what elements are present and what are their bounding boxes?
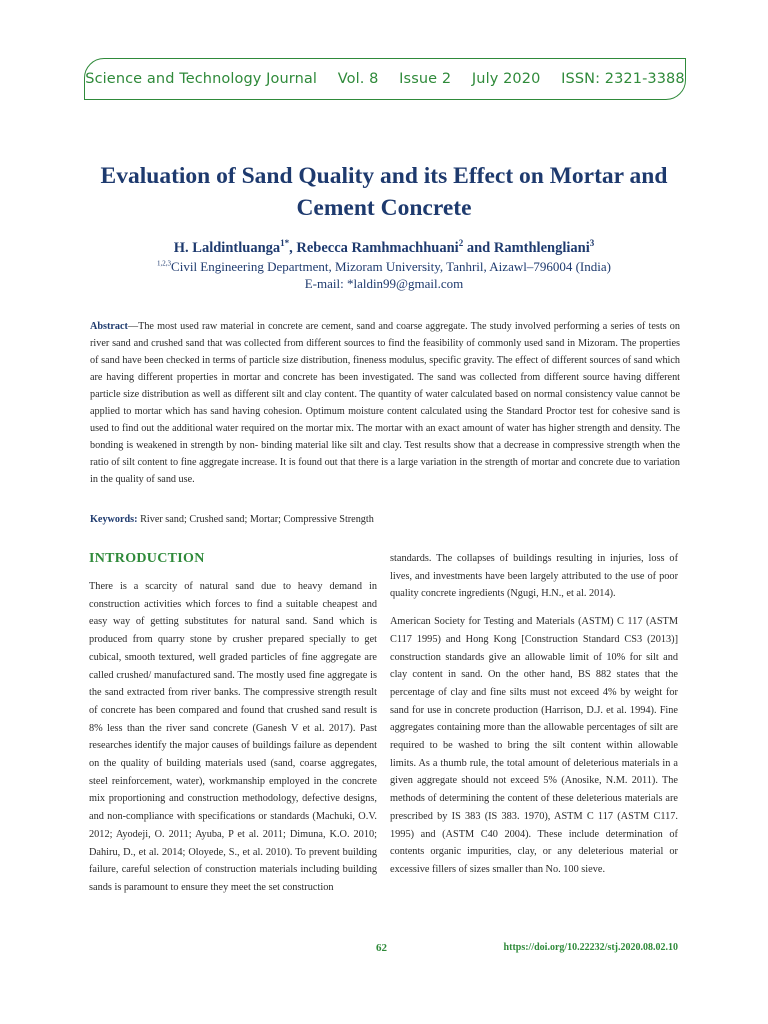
contact-email[interactable]: E-mail: *laldin99@gmail.com <box>304 276 464 291</box>
author-name: H. Laldintluanga <box>173 239 281 256</box>
keywords <box>90 514 680 525</box>
journal-issue: Issue 2 <box>399 71 452 87</box>
paragraph: standards. The collapses of buildings resulting in injuries, loss of lives, and investments have been largely attributed to the use of poor quality concrete ingredients (Ngugi, H.N., et al. 2014). <box>390 553 678 600</box>
affiliation <box>60 259 708 275</box>
abstract <box>90 318 680 488</box>
journal-volume: Vol. 8 <box>337 71 379 87</box>
affiliation-text: Civil Engineering Department, Mizoram University, Tanhril, Aizawl–796004 (India) <box>171 259 611 274</box>
doi-link[interactable]: https://doi.org/10.22232/stj.2020.08.02.10 <box>503 942 678 953</box>
abstract-text: —The most used raw material in concrete are cement, sand and coarse aggregate. The study involved performing a series of tests on river sand and crushed sand that was collected from different sources to find the feasibility of commonly used sand in Mizoram. The properties of sand have been checked in terms of particle size distribution, fineness modulus, specific gravity. The effect of different sources of sand which are having different properties in mortar and concrete has been investigated. The sand was collected from different source having different particle size distribution as well as different silt and clay content. The quantity of water calculated based on normal consistency value cannot be applied to mortar which has sand having cohesion. Optimum moisture content calculated using the Standard Proctor test for cohesive sand is used to find out the additional water required on the mortar mix. The mortar with an exact amount of water has higher strength and density. The bonding is weakened in strength by non- binding material like silt and clay. Test results show that a decrease in compressive strength when the ratio of silt content to fine aggregate increase. It is found out that there is a large variation in the strength of mortar and concrete due to variation in the quality of sand use. <box>90 321 680 485</box>
author-sup: 3 <box>589 238 595 248</box>
body-column-right <box>390 550 678 889</box>
paragraph: There is a scarcity of natural sand due to heavy demand in construction activities which forces to find a suitable cheapest and easy way of getting substitutes for natural sand. Sand which is produced from quarry stone by crusher prepared specially to get cubical, smooth textured, well graded particles of fine aggregate are called crushed/ manufactured sand. The mostly used fine aggregate is the sand extracted from river banks. The compressive strength result of concrete has been compared and found that crushed sand result is 8% less than the river sand concrete (Ganesh V et al. 2017). Past researches identify the major causes of buildings failure as dependent on the quality of building materials used (sand, coarse aggregates, steel reinforcement, water), workmanship employed in the concrete mix proportioning and construction methodology, defective designs, and non-compliance with specifications or standards (Machuki, O.V. 2012; Ayodeji, O. 2011; Ayuba, P et al. 2011; Dimuna, K.O. 2010; Dahiru, D., et al. 2014; Oloyede, S., et al. 2010). To prevent building failure, careful selection of construction materials including building sands is paramount to ensure they meet the set construction <box>89 581 377 893</box>
paper-title: Evaluation of Sand Quality and its Effect on Mortar and Cement Concrete <box>100 163 668 221</box>
journal-issn: ISSN: 2321-3388 <box>561 71 685 87</box>
author-name: Rebecca Ramhmachhuani <box>296 239 459 256</box>
keywords-text: River sand; Crushed sand; Mortar; Compressive Strength <box>137 514 374 525</box>
body-column-left <box>89 578 377 907</box>
author-separator: , <box>289 239 297 256</box>
author-sup: 2 <box>458 238 464 248</box>
author-sup: 1* <box>280 238 290 248</box>
keywords-label: Keywords: <box>90 514 138 525</box>
journal-header <box>77 71 692 87</box>
abstract-label: Abstract <box>90 321 128 332</box>
journal-name: Science and Technology Journal <box>85 71 317 87</box>
affiliation-sup: 1,2,3 <box>157 259 172 268</box>
section-heading: INTRODUCTION <box>89 551 205 566</box>
journal-header-box <box>84 58 686 100</box>
paragraph: American Society for Testing and Materials (ASTM) C 117 (ASTM C117 1995) and Hong Kong [Construction Standard CS3 (2013)] construction standards give an allowable limit of 10% for silt and clay content in sand. On the other hand, BS 882 states that the percentage of clay and fine silts must not exceed 4% by weight for sand for use in concrete production (Harrison, D.J. et al. 1994). Fine aggregates containing more than the allowable percentages of silt are required to be washed to bring the silt content within allowable limits. As a thumb rule, the total amount of deleterious materials in a given aggregate should not exceed 5% (Anosike, N.M. 2011). The methods of determining the content of these deleterious materials are prescribed by IS 383 (IS 383. 1970), ASTM C 117 (ASTM C117. 1995) and (ASTM C40 2004). These include determination of contents organic impurities, clay, or any deleterious material or excessive fillers of sizes smaller than No. 100 sieve. <box>390 616 678 875</box>
journal-date: July 2020 <box>471 71 541 87</box>
author-separator: and <box>463 239 494 256</box>
page-number: 62 <box>376 942 387 954</box>
author-list <box>60 238 708 257</box>
author-name: Ramthlengliani <box>493 239 590 256</box>
